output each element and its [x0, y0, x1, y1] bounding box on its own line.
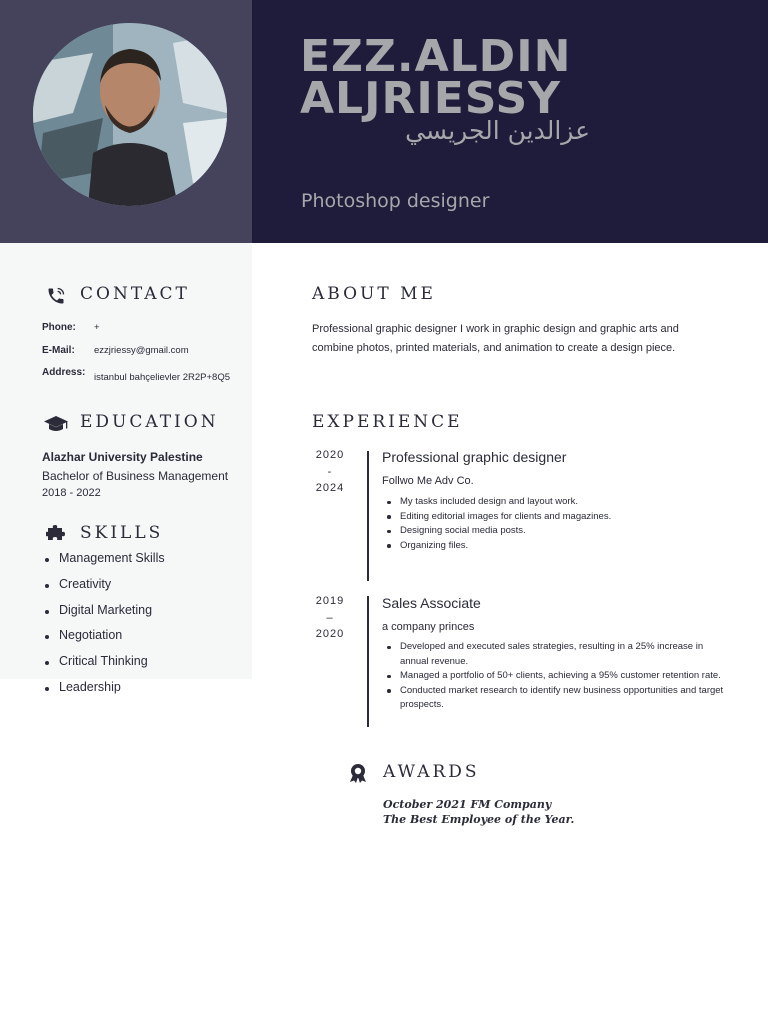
education-years: 2018 - 2022: [42, 487, 101, 499]
about-text: Professional graphic designer I work in graphic design and graphic arts and combine photos, printed materials, and animation to create a design piece.: [312, 323, 679, 354]
job-2-bullets: [400, 640, 730, 713]
education-degree: Bachelor of Business Management: [42, 469, 229, 483]
list-item: Developed and executed sales strategies, resulting in a 25% increase in annual revenue.: [400, 640, 730, 669]
list-item: Critical Thinking: [44, 654, 165, 680]
award-line-2: The Best Employee of the Year.: [383, 813, 575, 826]
address-label: Address:: [42, 367, 86, 378]
experience-title: EXPERIENCE: [312, 412, 463, 432]
phone-value[interactable]: +: [94, 322, 100, 333]
job-1-separator: -: [327, 465, 333, 478]
list-item: Managed a portfolio of 50+ clients, achieving a 95% customer retention rate.: [400, 669, 730, 684]
candidate-name: EZZ.ALDIN ALJRIESSY: [300, 31, 572, 124]
job-1-title: Professional graphic designer: [382, 449, 567, 465]
job-1-divider: [367, 451, 369, 581]
job-2-company: a company princes: [382, 621, 475, 633]
graduation-cap-icon: [43, 414, 69, 434]
list-item: My tasks included design and layout work.: [400, 495, 730, 510]
about-title: ABOUT ME: [312, 284, 436, 304]
phone-label: Phone:: [42, 322, 76, 333]
list-item: Leadership: [44, 680, 165, 706]
awards-text: [383, 797, 574, 827]
list-item: Designing social media posts.: [400, 524, 730, 539]
job-2-divider: [367, 596, 369, 727]
list-item: Management Skills: [44, 551, 165, 577]
education-title: EDUCATION: [80, 412, 219, 432]
candidate-name-arabic: عزالدين الجريسي: [405, 116, 590, 145]
list-item: Organizing files.: [400, 539, 730, 554]
skills-title: SKILLS: [80, 523, 164, 543]
job-2-dates: [310, 593, 350, 643]
contact-title: CONTACT: [80, 284, 190, 304]
awards-title: AWARDS: [383, 762, 480, 782]
job-1-company: Follwo Me Adv Co.: [382, 475, 474, 487]
award-badge-icon: [347, 763, 369, 783]
job-1-start: 2020: [315, 449, 345, 461]
job-title: Photoshop designer: [301, 190, 490, 212]
education-school: Alazhar University Palestine: [42, 450, 203, 464]
list-item: Conducted market research to identify new business opportunities and target prospects.: [400, 684, 730, 713]
job-1-end: 2024: [315, 482, 345, 494]
list-item: Creativity: [44, 577, 165, 603]
job-2-title: Sales Associate: [382, 595, 481, 611]
profile-photo: [33, 23, 227, 206]
job-2-separator: –: [326, 611, 334, 624]
job-1-bullets: [400, 495, 730, 553]
email-value[interactable]: ezzjriessy@gmail.com: [94, 345, 189, 356]
job-2-end: 2020: [315, 628, 345, 640]
list-item: Digital Marketing: [44, 603, 165, 629]
email-label: E-Mail:: [42, 345, 75, 356]
award-line-1: October 2021 FM Company: [383, 798, 552, 811]
job-1-dates: [310, 447, 350, 497]
puzzle-icon: [46, 524, 68, 542]
address-value: istanbul bahçelievler 2R2P+8Q5: [94, 372, 230, 383]
phone-icon: [46, 286, 66, 306]
job-2-start: 2019: [315, 595, 345, 607]
skills-list: [44, 551, 165, 706]
list-item: Negotiation: [44, 628, 165, 654]
list-item: Editing editorial images for clients and magazines.: [400, 510, 730, 525]
